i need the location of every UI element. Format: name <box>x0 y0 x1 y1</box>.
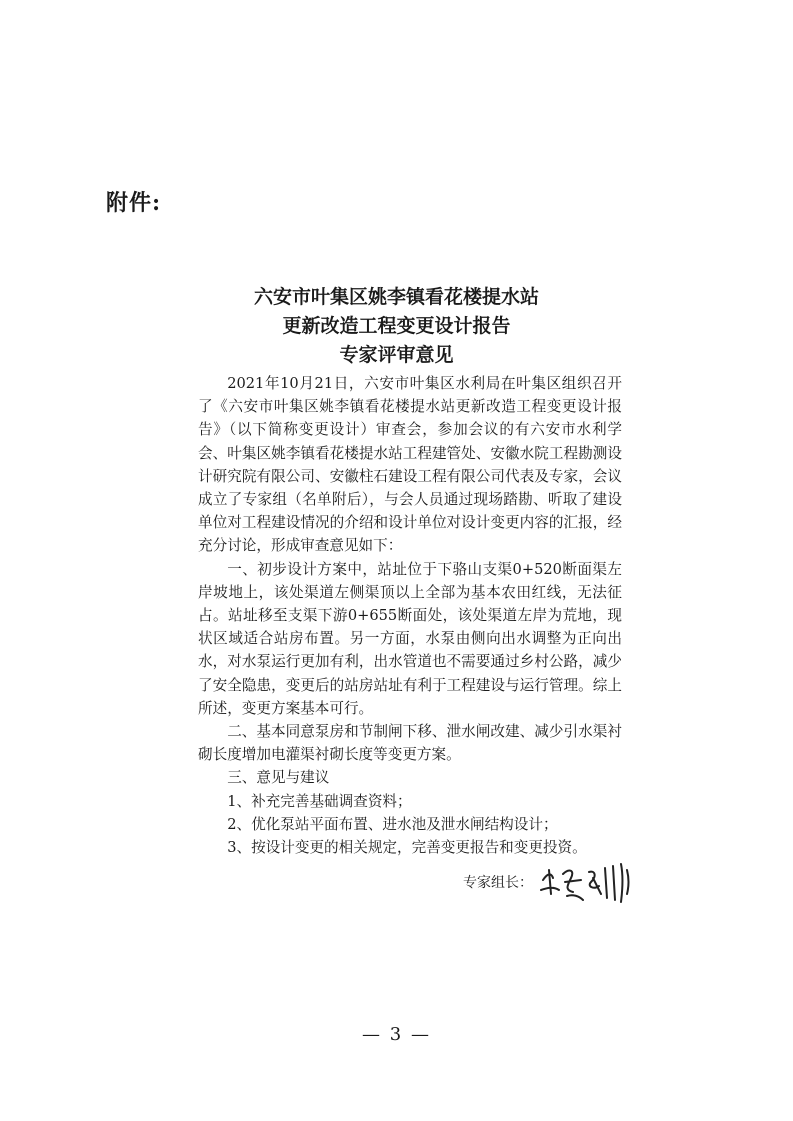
suggestion-item-3: 3、按设计变更的相关规定，完善变更报告和变更投资。 <box>227 839 587 857</box>
title-line-1: 六安市叶集区姚李镇看花楼提水站 <box>253 286 539 308</box>
handwritten-signature <box>537 860 633 904</box>
body-text <box>198 372 622 859</box>
paragraph-opinion-3-heading: 三、意见与建议 <box>227 769 330 787</box>
suggestion-item-1: 1、补充完善基础调查资料； <box>227 792 412 810</box>
suggestion-item-2: 2、优化泵站平面布置、进水池及泄水闸结构设计； <box>227 815 558 833</box>
signature-label: 专家组长： <box>463 875 533 891</box>
signature-block <box>463 860 633 904</box>
paragraph-opinion-2: 二、基本同意泵房和节制闸下移、泄水闸改建、减少引水渠衬砌长度增加电灌渠衬砌长度等变更方案。 <box>198 723 622 764</box>
attachment-label: 附件: <box>106 190 162 216</box>
title-line-2: 更新改造工程变更设计报告 <box>282 315 511 337</box>
title-line-3: 专家评审意见 <box>339 344 454 366</box>
page-number: — 3 — <box>362 1024 431 1045</box>
paragraph-opinion-1: 一、初步设计方案中，站址位于下骆山支渠0+520断面渠左岸坡地上，该处渠道左侧渠顶以上全部为基本农田红线，无法征占。站址移至支渠下游0+655断面处，该处渠道左岸为荒地，现状区域适合站房布置。另一方面，水泵由侧向出水调整为正向出水，对水泵运行更加有利，出水管道也不需要通过乡村公路，减少了安全隐患，变更后的站房站址有利于工程建设与运行管理。综上所述，变更方案基本可行。 <box>198 560 622 717</box>
paragraph-intro: 2021年10月21日，六安市叶集区水利局在叶集区组织召开了《六安市叶集区姚李镇看花楼提水站更新改造工程变更设计报告》（以下简称变更设计）审查会，参加会议的有六安市水利学会、叶集区姚李镇看花楼提水站工程建管处、安徽水院工程勘测设计研究院有限公司、安徽柱石建设工程有限公司代表及专家，会议成立了专家组（名单附后），与会人员通过现场踏勘、听取了建设单位对工程建设情况的介绍和设计单位对设计变更内容的汇报，经充分讨论，形成审查意见如下： <box>198 375 622 555</box>
